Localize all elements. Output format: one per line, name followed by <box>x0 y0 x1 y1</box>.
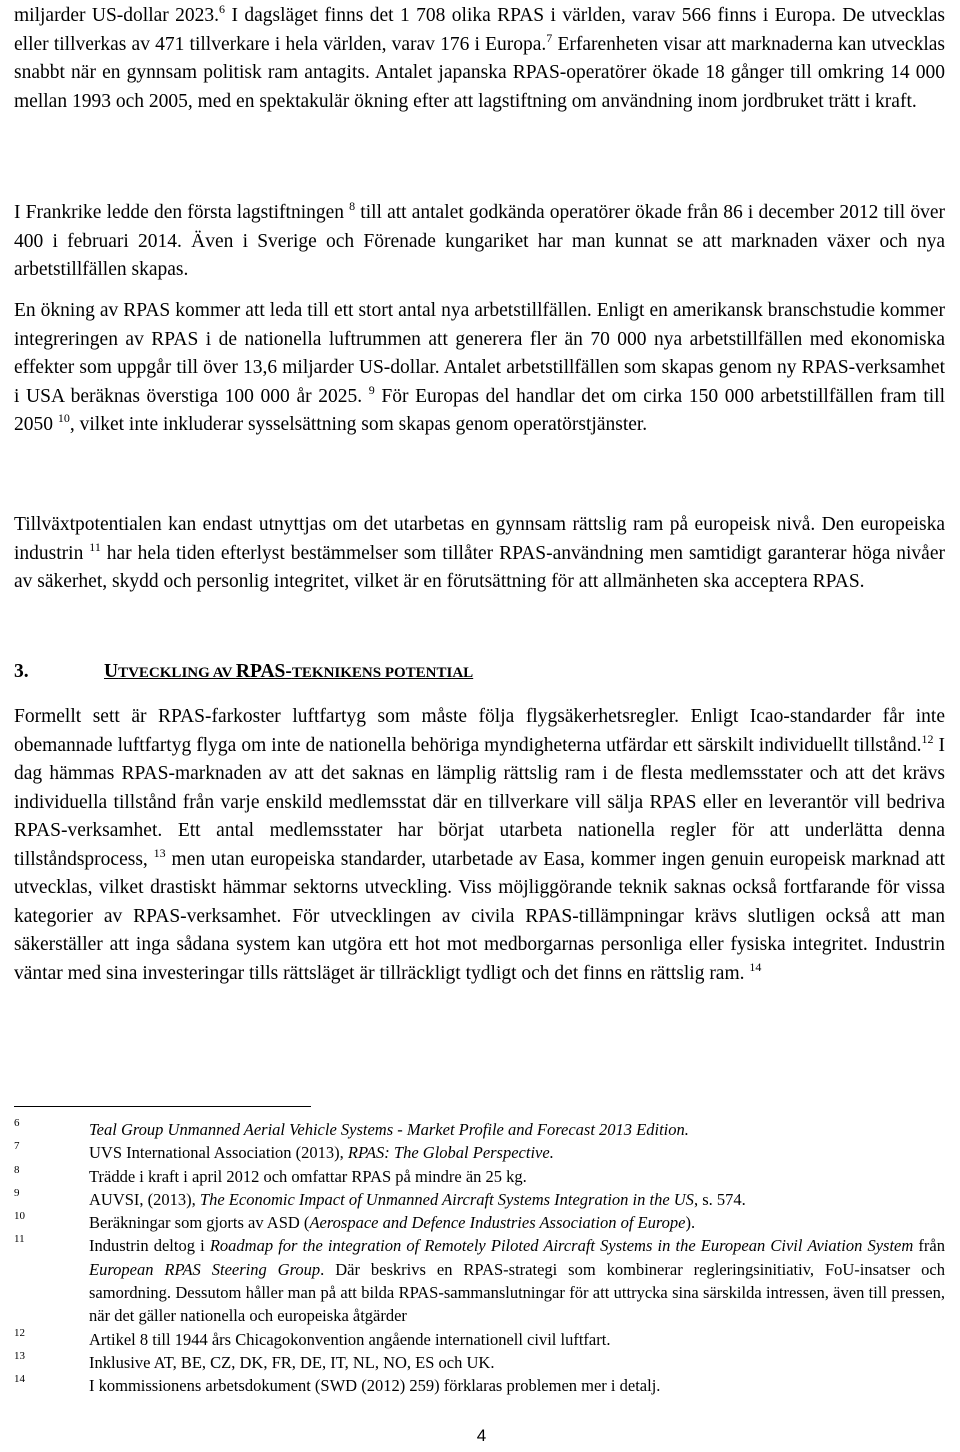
footnote-separator <box>14 1106 311 1107</box>
paragraph-1 <box>14 2 945 116</box>
footnote-text: ). <box>685 1213 696 1233</box>
footnote <box>14 1141 945 1164</box>
footnote-text: UVS International Association (2013), <box>89 1143 348 1163</box>
footnote-number: 8 <box>14 1163 20 1176</box>
text-run: till att antalet godkända operatörer ökade från 86 i december 2012 till över 400 i februari 2014. Även i Sverige och Förenade kungariket har man kunnat se att marknaden växer och nya arbetstillfällen skapas. <box>14 202 945 280</box>
footnote-text: Beräkningar som gjorts av ASD ( <box>89 1213 310 1233</box>
heading-acronym: RPAS- <box>235 661 292 682</box>
footnote-number: 12 <box>14 1326 25 1339</box>
footnote-text: The Economic Impact of Unmanned Aircraft Systems Integration in the US <box>199 1189 694 1209</box>
text-run: I dagsläget finns det 1 708 olika RPAS i världen, varav 566 finns i Europa. De utvecklas eller tillverkas av 471 tillverkare i hela världen, varav 176 i Europa. <box>14 5 946 55</box>
footnote-number: 6 <box>14 1117 20 1129</box>
footnote-text: Roadmap for the integration of Remotely Piloted Aircraft Systems in the European Civil Aviation System <box>209 1236 914 1256</box>
footnote-text: I kommissionens arbetsdokument (SWD (2012) 259) förklaras problemen mer i detalj. <box>89 1376 661 1396</box>
footnote-number: 9 <box>14 1186 20 1199</box>
footnote <box>14 1351 945 1374</box>
footnote-text: Artikel 8 till 1944 års Chicagokonvention angående internationell civil luftfart. <box>89 1329 611 1349</box>
footnote-text: Trädde i kraft i april 2012 och omfattar RPAS på mindre än 25 kg. <box>89 1166 527 1186</box>
footnote <box>14 1234 945 1327</box>
footnote <box>14 1211 945 1234</box>
section-heading <box>14 661 945 683</box>
page-number: 4 <box>476 1426 487 1445</box>
heading-smallcaps: TVECKLING AV <box>118 665 236 681</box>
footnote-text: från <box>913 1236 945 1256</box>
footnote <box>14 1328 945 1351</box>
footnote <box>14 1188 945 1211</box>
paragraph-2 <box>14 199 945 285</box>
text-run: I Frankrike ledde den första lagstiftningen <box>14 202 350 223</box>
text-run: miljarder US-dollar 2023. <box>14 5 220 26</box>
footnote-ref: 11 <box>89 539 101 554</box>
footnote-number: 13 <box>14 1349 25 1362</box>
text-run: En ökning av RPAS kommer att leda till ett stort antal nya arbetstillfällen. Enligt en amerikansk branschstudie kommer integreringen av RPAS i de nationella luftrummen att generera fler än 70 000 nya arbetstillfällen med ekonomiska effekter som uppgår till över 13,6 miljarder US-dollar. Antalet arbetstillfällen som skapas genom ny RPAS-verksamhet i USA beräknas överstiga 100 000 år 2025. <box>14 300 945 407</box>
footnote <box>14 1165 945 1188</box>
footnote-ref: 13 <box>153 845 166 860</box>
footnote-text: European RPAS Steering Group <box>89 1259 321 1279</box>
footnote-number: 10 <box>14 1210 25 1223</box>
section-number: 3. <box>14 661 29 682</box>
paragraph-5 <box>14 703 945 988</box>
footnote-ref: 9 <box>368 382 375 397</box>
footnote-text: , s. 574. <box>693 1189 746 1209</box>
footnotes <box>14 1118 945 1398</box>
footnote <box>14 1118 945 1141</box>
heading-initial: U <box>104 661 119 682</box>
text-run: men utan europeiska standarder, utarbetade av Easa, kommer ingen genuin europeisk marknad att utvecklas, vilket drastiskt hämmar sektorns utveckling. Viss möjliggörande teknik saknas också fortfarande för vissa kategorier av RPAS-verksamhet. För utvecklingen av civila RPAS-tillämpningar krävs slutligen också att man säkerställer att inga sådana system kan utgöra ett hot mot medborgarnas personliga eller fysiska integritet. Industrin väntar med sina investeringar tills rättsläget är tillräckligt tydligt och det finns en rättslig ram. <box>14 848 946 984</box>
footnote-number: 14 <box>14 1373 25 1386</box>
footnote-text: Aerospace and Defence Industries Association of Europe <box>309 1213 686 1233</box>
section-title <box>104 661 473 682</box>
footnote-ref: 12 <box>921 731 934 746</box>
footnote-text: Teal Group Unmanned Aerial Vehicle Systems - Market Profile and Forecast 2013 Edition. <box>89 1120 689 1139</box>
text-run: har hela tiden efterlyst bestämmelser som tillåter RPAS-användning men samtidigt garanterar höga nivåer av säkerhet, skydd och personlig integritet, vilket är en förutsättning för att allmänheten ska acceptera RPAS. <box>14 542 945 592</box>
paragraph-3 <box>14 297 945 440</box>
text-run: För Europas del handlar det om cirka 150 000 arbetstillfällen fram till 2050 <box>14 385 945 435</box>
footnote-ref: 8 <box>349 199 356 213</box>
footnote-number: 7 <box>14 1140 20 1153</box>
text-run: Tillväxtpotentialen kan endast utnyttjas om det utarbetas en gynnsam rättslig ram på europeisk nivå. Den europeiska industrin <box>14 514 945 564</box>
footnote-number: 11 <box>14 1233 25 1246</box>
footnote-ref: 7 <box>546 30 553 45</box>
footnote-text: RPAS: The Global Perspective. <box>347 1143 554 1163</box>
text-run: , vilket inte inkluderar sysselsättning som skapas genom operatörstjänster. <box>69 414 648 435</box>
footnote-ref: 6 <box>219 2 226 16</box>
footnote-ref: 14 <box>749 959 762 974</box>
text-run: Erfarenheten visar att marknaderna kan utvecklas snabbt när en gynnsam politisk ram antagits. Antalet japanska RPAS-operatörer ökade 18 gånger till omkring 14 000 mellan 1993 och 2005, med en spektakulär ökning efter att lagstiftning om användning inom jordbruket trätt i kraft. <box>14 33 945 112</box>
footnote-text: . Där beskrivs en RPAS-strategi som kombinerar regleringsinitiativ, FoU-insatser och samordning. Dessutom håller man på att bilda RPAS-sammanslutningar för att uttrycka sina särskilda intressen, även till pressen, när det gäller nationella och europeiska åtgärder <box>89 1259 945 1326</box>
paragraph-4 <box>14 511 945 597</box>
footnote-text: Inklusive AT, BE, CZ, DK, FR, DE, IT, NL, NO, ES och UK. <box>89 1352 495 1372</box>
text-run: I dag hämmas RPAS-marknaden av att det saknas en lämplig rättslig ram i de flesta medlemsstater och att det krävs individuella tillstånd från varje enskild medlemsstat där en tillverkare vill sälja RPAS eller en leverantör vill bedriva RPAS-verksamhet. Ett antal medlemsstater har börjat utarbeta nationella regler för att underlätta denna tillståndsprocess, <box>14 734 945 870</box>
text-run: Formellt sett är RPAS-farkoster luftfartyg som måste följa flygsäkerhetsregler. Enligt Icao-standarder får inte obemannade luftfartyg flyga om inte de nationella behöriga myndigheterna utfärdar ett särskilt individuellt tillstånd. <box>14 706 945 756</box>
heading-smallcaps: TEKNIKENS POTENTIAL <box>291 665 474 681</box>
footnote-text: Industrin deltog i <box>89 1236 210 1256</box>
footnote-ref: 10 <box>57 411 70 425</box>
footnote-text: AUVSI, (2013), <box>89 1189 200 1209</box>
footnote <box>14 1374 945 1397</box>
